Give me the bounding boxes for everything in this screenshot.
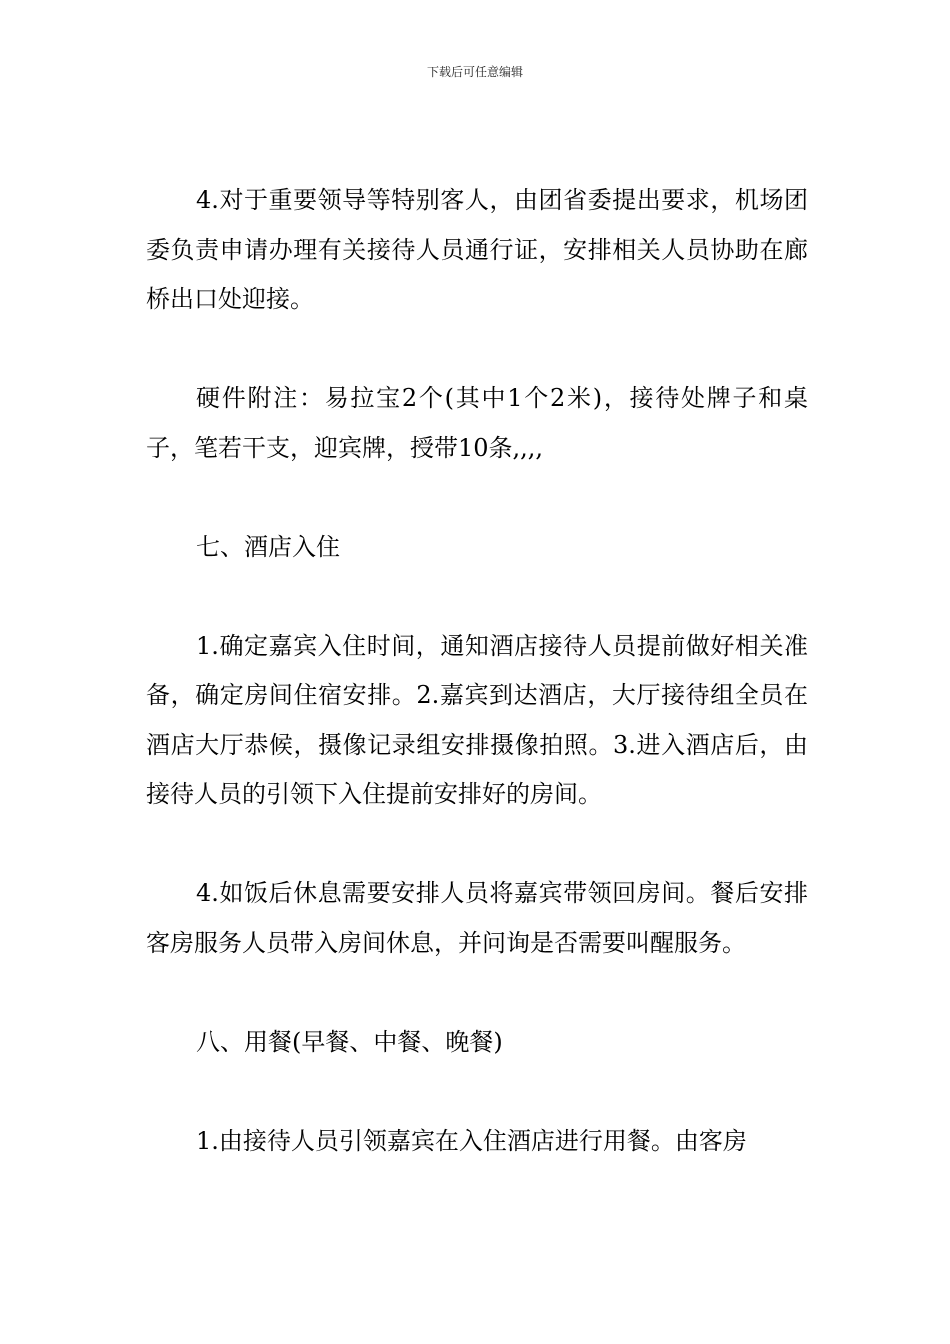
paragraph-spacer	[146, 325, 808, 375]
header-note: 下载后可任意编辑	[426, 65, 523, 79]
paragraph-spacer	[146, 820, 808, 870]
document-body	[146, 176, 808, 1166]
paragraph-hardware-note: 硬件附注：易拉宝2个(其中1个2米)，接待处牌子和桌子，笔若干支，迎宾牌，授带10条,,,,	[146, 384, 808, 462]
paragraph-rest-service: 4.如饭后休息需要安排人员将嘉宾带领回房间。餐后安排客房服务人员带入房间休息，并问询是否需要叫醒服务。	[146, 879, 808, 957]
section-heading-dining: 八、用餐(早餐、中餐、晚餐)	[196, 1027, 503, 1056]
paragraph-vip-reception: 4.对于重要领导等特别客人，由团省委提出要求，机场团委负责申请办理有关接待人员通行证，安排相关人员协助在廊桥出口处迎接。	[146, 186, 808, 313]
paragraph-spacer	[146, 968, 808, 1018]
paragraph-spacer	[146, 473, 808, 523]
section-heading-hotel-checkin: 七、酒店入住	[196, 532, 340, 561]
paragraph-checkin-steps: 1.确定嘉宾入住时间，通知酒店接待人员提前做好相关准备，确定房间住宿安排。2.嘉宾到达酒店，大厅接待组全员在酒店大厅恭候，摄像记录组安排摄像拍照。3.进入酒店后，由接待人员的引领下入住提前安排好的房间。	[146, 631, 808, 808]
paragraph-dining-guidance: 1.由接待人员引领嘉宾在入住酒店进行用餐。由客房	[196, 1126, 747, 1155]
paragraph-spacer	[146, 1067, 808, 1117]
paragraph-spacer	[146, 572, 808, 622]
